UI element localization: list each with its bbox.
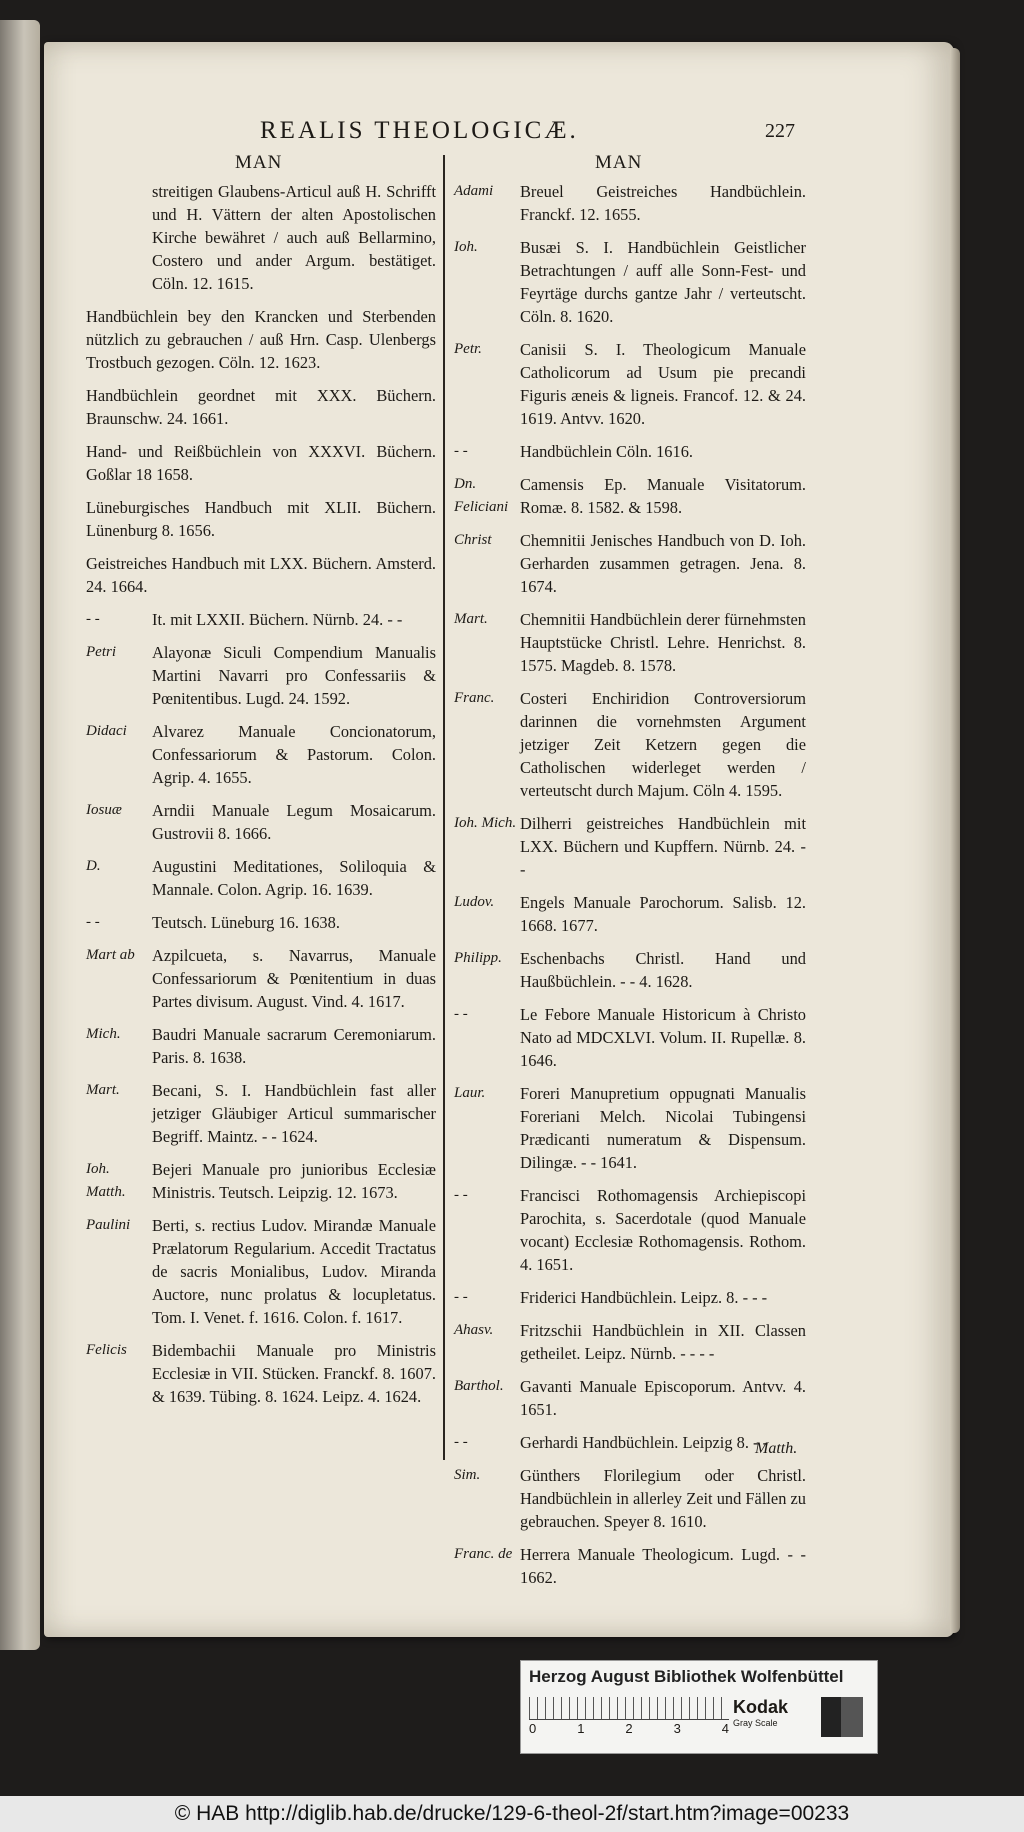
- bibliography-entry: [86, 855, 436, 901]
- bibliography-entry: [86, 552, 436, 598]
- entry-author-forename: Petr.: [454, 341, 482, 357]
- catchword: Matth.: [755, 1440, 798, 1457]
- entry-text: It. mit LXXII. Büchern. Nürnb. 24. - -: [152, 610, 403, 629]
- entry-author-forename: Petri: [86, 644, 116, 660]
- bibliography-entry: [454, 180, 806, 226]
- gray-patch-dark: [821, 1697, 841, 1737]
- entry-text: Handbüchlein geordnet mit XXX. Büchern. Braunschw. 24. 1661.: [86, 386, 436, 428]
- entry-author-forename: Barthol.: [454, 1378, 504, 1394]
- page-edge-shadow: [950, 48, 960, 1633]
- entry-author-forename: Mart.: [454, 611, 488, 627]
- bibliography-entry: [86, 1079, 436, 1148]
- ruler-num: 3: [673, 1721, 681, 1736]
- bibliography-entry: [86, 944, 436, 1013]
- bibliography-entry: [86, 1339, 436, 1408]
- bibliography-entry: [86, 1158, 436, 1204]
- entry-author-forename: Christ: [454, 532, 492, 548]
- bibliography-entry: [86, 180, 436, 295]
- bibliography-entry: [86, 440, 436, 486]
- bibliography-entry: [86, 641, 436, 710]
- entry-author-forename: - -: [86, 914, 100, 930]
- ruler-num: 0: [529, 1721, 537, 1736]
- color-target-card: [520, 1660, 878, 1754]
- entry-author-forename: Ahasv.: [454, 1322, 494, 1338]
- entry-author-forename: Mart.: [86, 1082, 120, 1098]
- bibliography-entry: [454, 1375, 806, 1421]
- entry-text: Busæi S. I. Handbüchlein Geistlicher Betrachtungen / auff alle Sonn-Fest- und Feyrtäge durchs gantze Jahr / verteutscht. Cöln. 8. 1620.: [520, 238, 806, 326]
- left-column: [86, 180, 436, 1418]
- entry-text: Arndii Manuale Legum Mosaicarum. Gustrovii 8. 1666.: [152, 801, 436, 843]
- bibliography-entry: [454, 1184, 806, 1276]
- bibliography-entry: [86, 1023, 436, 1069]
- entry-author-forename: - -: [454, 1006, 468, 1022]
- column-head-left: MAN: [235, 152, 283, 173]
- entry-text: Geistreiches Handbuch mit LXX. Büchern. Amsterd. 24. 1664.: [86, 554, 436, 596]
- entry-text: Augustini Meditationes, Soliloquia & Mannale. Colon. Agrip. 16. 1639.: [152, 857, 436, 899]
- previous-page-edge: [0, 20, 40, 1650]
- entry-text: Costeri Enchiridion Controversiorum darinnen die vornehmsten Argument jetziger Zeit Ketzern gegen die Catholischen widerleget werden / verteutscht durch Majum. Cöln 4. 1595.: [520, 689, 806, 800]
- bibliography-entry: [454, 1286, 806, 1309]
- bibliography-entry: [86, 1214, 436, 1329]
- entry-author-forename: Iosuæ: [86, 802, 122, 818]
- ruler-numbers: [529, 1721, 729, 1736]
- bibliography-entry: [454, 1431, 806, 1454]
- right-column: [454, 180, 806, 1599]
- entry-author-forename: Franc.: [454, 690, 495, 706]
- entry-author-forename: Philipp.: [454, 950, 502, 966]
- bibliography-entry: [454, 1464, 806, 1533]
- bibliography-entry: [454, 1319, 806, 1365]
- entry-text: Hand- und Reißbüchlein von XXXVI. Büchern. Goßlar 18 1658.: [86, 442, 436, 484]
- entry-author-forename: - -: [86, 611, 100, 627]
- entry-author-forename: Franc. de: [454, 1546, 513, 1562]
- entry-author-forename: Ioh. Mich.: [454, 815, 517, 831]
- bibliography-entry: [454, 687, 806, 802]
- entry-text: Herrera Manuale Theologicum. Lugd. - - 1662.: [520, 1545, 806, 1587]
- entry-author-forename: Ludov.: [454, 894, 495, 910]
- entry-text: Le Febore Manuale Historicum à Christo Nato ad MDCXLVI. Volum. II. Rupellæ. 8. 1646.: [520, 1005, 806, 1070]
- entry-author-forename: - -: [454, 443, 468, 459]
- entry-author-forename: Ioh. Matth.: [86, 1161, 126, 1200]
- entry-author-forename: - -: [454, 1434, 468, 1450]
- entry-text: Eschenbachs Christl. Hand und Haußbüchlein. - - 4. 1628.: [520, 949, 806, 991]
- entry-text: Baudri Manuale sacrarum Ceremoniarum. Paris. 8. 1638.: [152, 1025, 436, 1067]
- bibliography-entry: [454, 529, 806, 598]
- ruler-num: 4: [721, 1721, 729, 1736]
- bibliography-entry: [454, 338, 806, 430]
- entry-author-forename: - -: [454, 1289, 468, 1305]
- gray-patch-mid: [841, 1697, 863, 1737]
- entry-text: Dilherri geistreiches Handbüchlein mit LXX. Büchern und Kupffern. Nürnb. 24. - -: [520, 814, 806, 879]
- gray-scale-label: Gray Scale: [733, 1718, 778, 1728]
- bibliography-entry: [454, 1003, 806, 1072]
- bibliography-entry: [454, 812, 806, 881]
- entry-author-forename: Dn. Feliciani: [454, 476, 509, 515]
- entry-text: Handbüchlein Cöln. 1616.: [520, 442, 693, 461]
- entry-text: Chemnitii Jenisches Handbuch von D. Ioh. Gerharden zusammen getragen. Jena. 8. 1674.: [520, 531, 806, 596]
- entry-text: Lüneburgisches Handbuch mit XLII. Büchern. Lünenburg 8. 1656.: [86, 498, 436, 540]
- entry-author-forename: - -: [454, 1187, 468, 1203]
- entry-text: Chemnitii Handbüchlein derer fürnehmsten Hauptstücke Christl. Lehre. Henrichst. 8. 1575. Magdeb. 8. 1578.: [520, 610, 806, 675]
- entry-text: Camensis Ep. Manuale Visitatorum. Romæ. 8. 1582. & 1598.: [520, 475, 806, 517]
- running-head: REALIS THEOLOGICÆ.: [260, 117, 579, 144]
- entry-text: Günthers Florilegium oder Christl. Handbüchlein in allerley Zeit und Fällen zu gebrauchen. Speyer 8. 1610.: [520, 1466, 806, 1531]
- entry-text: Bidembachii Manuale pro Ministris Ecclesiæ in VII. Stücken. Franckf. 8. 1607. & 1639. Tübing. 8. 1624. Leipz. 4. 1624.: [152, 1341, 436, 1406]
- bibliography-entry: [86, 608, 436, 631]
- entry-author-forename: Sim.: [454, 1467, 481, 1483]
- bibliography-entry: [454, 1082, 806, 1174]
- kodak-brand: Kodak: [733, 1697, 789, 1717]
- page-number: 227: [765, 120, 795, 142]
- bibliography-entry: [454, 1543, 806, 1589]
- ruler-num: 2: [625, 1721, 633, 1736]
- entry-text: Handbüchlein bey den Krancken und Sterbenden nützlich zu gebrauchen / auß Hrn. Casp. Ulenbergs Trostbuch gezogen. Cöln. 12. 1623.: [86, 307, 436, 372]
- entry-author-forename: Mich.: [86, 1026, 121, 1042]
- bibliography-entry: [86, 496, 436, 542]
- entry-author-forename: Adami: [454, 183, 494, 199]
- entry-text: Azpilcueta, s. Navarrus, Manuale Confessariorum & Pœnitentium in duas Partes divisum. August. Vind. 4. 1617.: [152, 946, 436, 1011]
- entry-author-forename: Didaci: [86, 723, 127, 739]
- kodak-label: [733, 1697, 788, 1728]
- entry-author-forename: D.: [86, 858, 101, 874]
- entry-text: Teutsch. Lüneburg 16. 1638.: [152, 913, 340, 932]
- bibliography-entry: [454, 608, 806, 677]
- ruler-scale: [529, 1697, 729, 1720]
- entry-author-forename: Ioh.: [454, 239, 478, 255]
- bibliography-entry: [454, 236, 806, 328]
- column-divider: [443, 155, 445, 1460]
- bibliography-entry: [86, 799, 436, 845]
- entry-text: Gavanti Manuale Episcoporum. Antvv. 4. 1651.: [520, 1377, 806, 1419]
- entry-text: Gerhardi Handbüchlein. Leipzig 8. - -: [520, 1433, 769, 1452]
- bibliography-entry: [454, 947, 806, 993]
- bibliography-entry: [86, 911, 436, 934]
- entry-text: Berti, s. rectius Ludov. Mirandæ Manuale Prælatorum Regularium. Accedit Tractatus de sacris Monialibus, Ludov. Miranda Auctore, nunc prolatus & locupletatus. Tom. I. Venet. f. 1616. Colon. f. 1617.: [152, 1216, 436, 1327]
- entry-text: Friderici Handbüchlein. Leipz. 8. - - -: [520, 1288, 768, 1307]
- copyright-footer: © HAB http://diglib.hab.de/drucke/129-6-theol-2f/start.htm?image=00233: [0, 1796, 1024, 1832]
- entry-text: Engels Manuale Parochorum. Salisb. 12. 1668. 1677.: [520, 893, 806, 935]
- entry-text: Becani, S. I. Handbüchlein fast aller jetziger Gläubiger Articul summarischer Begriff. Maintz. - - 1624.: [152, 1081, 436, 1146]
- entry-author-forename: Paulini: [86, 1217, 131, 1233]
- bibliography-entry: [454, 891, 806, 937]
- entry-text: Fritzschii Handbüchlein in XII. Classen getheilet. Leipz. Nürnb. - - - -: [520, 1321, 806, 1363]
- entry-author-forename: Laur.: [454, 1085, 486, 1101]
- bibliography-entry: [454, 473, 806, 519]
- bibliography-entry: [86, 720, 436, 789]
- entry-author-forename: Felicis: [86, 1342, 127, 1358]
- entry-text: Francisci Rothomagensis Archiepiscopi Parochita, s. Sacerdotale (quod Manuale vocant) Ecclesiæ Rothomagensis. Rothom. 4. 1651.: [520, 1186, 806, 1274]
- entry-text: Foreri Manupretium oppugnati Manualis Foreriani Melch. Nicolai Tubingensi Prædicanti numeratum & Dispensum. Dilingæ. - - 1641.: [520, 1084, 806, 1172]
- entry-text: Canisii S. I. Theologicum Manuale Catholicorum ad Usum pie precandi Figuris æneis & ligneis. Francof. 12. & 24. 1619. Antvv. 1620.: [520, 340, 806, 428]
- entry-text: streitigen Glaubens-Articul auß H. Schrifft und H. Vättern der alten Apostolischen Kirche bewähret / auch auß Bellarmino, Costero und ander Argum. bestätiget. Cöln. 12. 1615.: [152, 182, 436, 293]
- entry-author-forename: Mart ab: [86, 947, 135, 963]
- entry-text: Alvarez Manuale Concionatorum, Confessariorum & Pastorum. Colon. Agrip. 4. 1655.: [152, 722, 436, 787]
- entry-text: Alayonæ Siculi Compendium Manualis Martini Navarri pro Confessariis & Pœnitentibus. Lugd. 24. 1592.: [152, 643, 436, 708]
- bibliography-entry: [86, 384, 436, 430]
- entry-text: Breuel Geistreiches Handbüchlein. Franckf. 12. 1655.: [520, 182, 806, 224]
- ruler-num: 1: [577, 1721, 585, 1736]
- bibliography-entry: [86, 305, 436, 374]
- entry-text: Bejeri Manuale pro junioribus Ecclesiæ Ministris. Teutsch. Leipzig. 12. 1673.: [152, 1160, 436, 1202]
- bibliography-entry: [454, 440, 806, 463]
- library-name: Herzog August Bibliothek Wolfenbüttel: [529, 1667, 844, 1686]
- column-head-right: MAN: [595, 152, 643, 173]
